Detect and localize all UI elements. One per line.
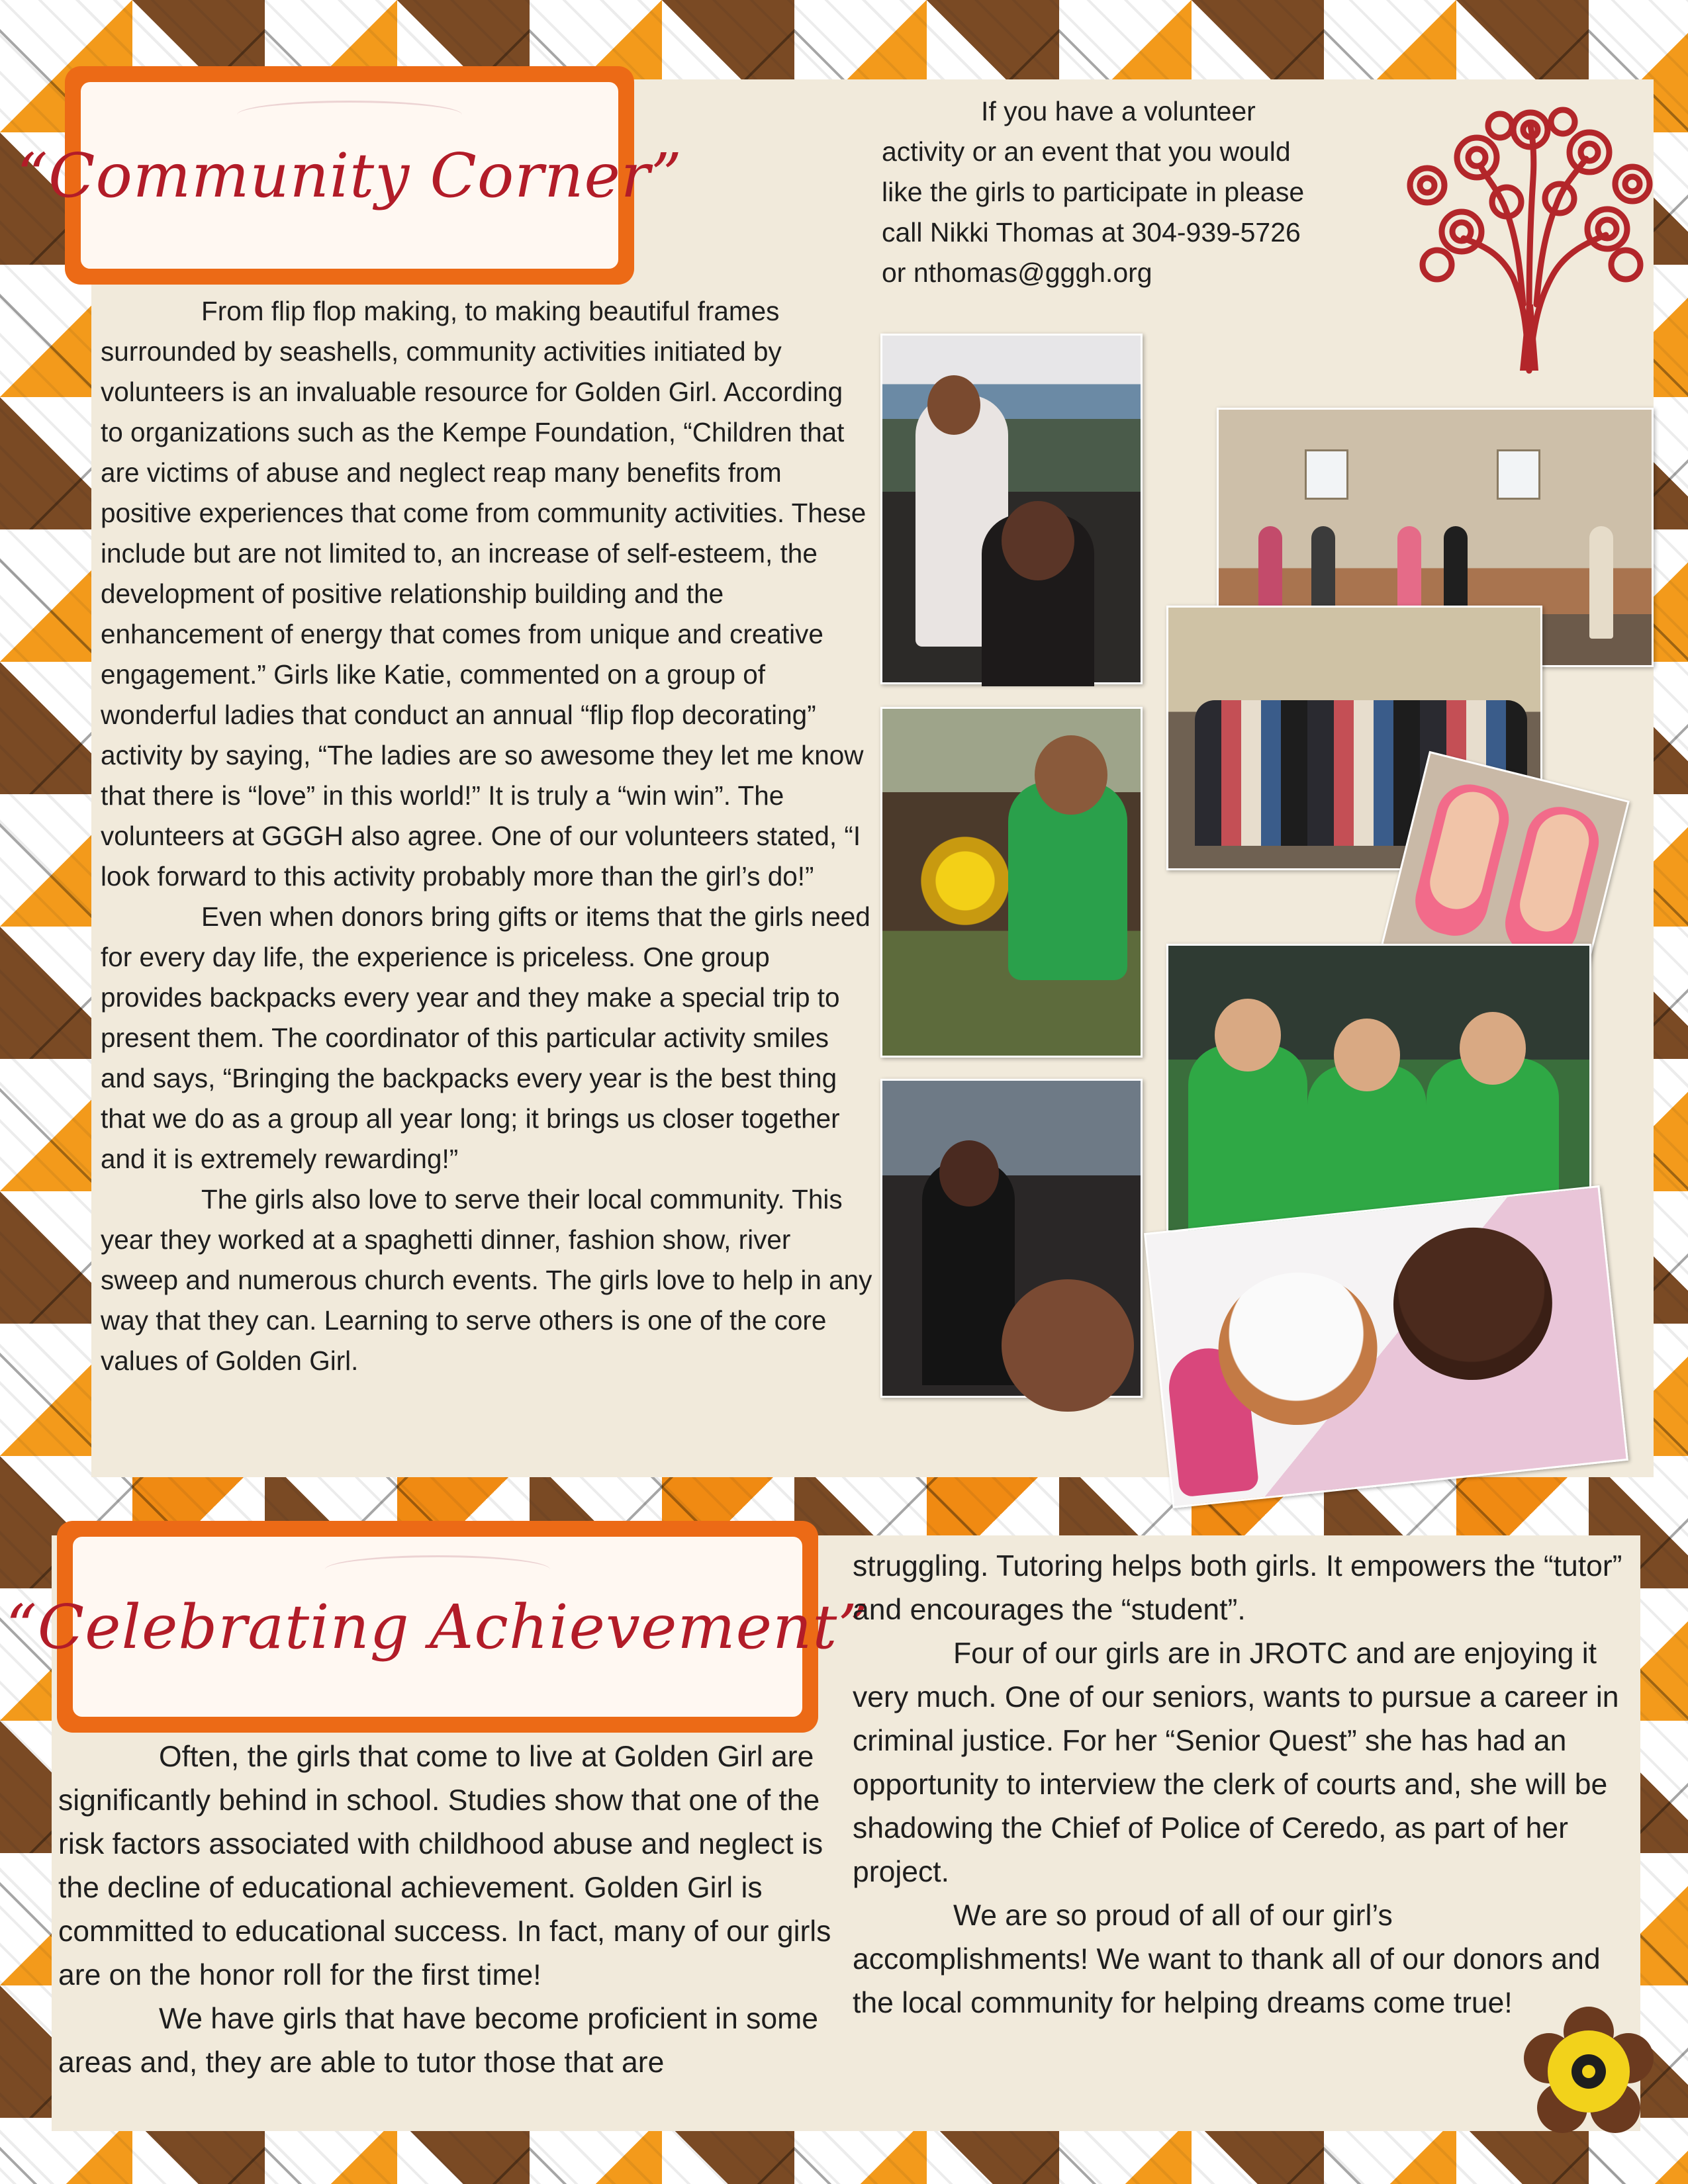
flower-icon xyxy=(1523,2005,1655,2138)
achievement-paragraph: We have girls that have become proficient in some areas and, they are able to tutor those that are xyxy=(58,2003,818,2079)
community-paragraph: From flip flop making, to making beautiful frames surrounded by seashells, community activities initiated by volunteers is an invaluable resource for Golden Girl. According to organizations such as the Kempe Foundation, “Children that are victims of abuse and neglect reap many benefits from positive experiences that come from community activities. These include but are not limited to, an increase of self-esteem, the development of positive relationship building and the enhancement of energy that comes from unique and creative engagement.” Girls like Katie, commented on a group of wonderful ladies that conduct an annual “flip flop decorating” activity by saying, “The ladies are so awesome they let me know that there is “love” in this world!” It is truly a “win win”. The volunteers at GGGH also agree. One of our volunteers stated, “I look forward to this activity probably more than the girl’s do!” xyxy=(101,296,867,891)
flourish-decoration xyxy=(237,101,462,129)
achievement-banner-inner xyxy=(5,1534,870,1719)
achievement-banner xyxy=(5,1521,870,1733)
community-paragraph: The girls also love to serve their local community. This year they worked at a spaghetti dinner, fashion show, river sweep and numerous church events. The girls love to help in any way that they can. Learning to serve others is one of the core values of Golden Girl. xyxy=(101,1184,872,1376)
photo-green-shirts xyxy=(1166,944,1591,1232)
community-paragraph: Even when donors bring gifts or items that the girls need for every day life, the experience is priceless. One group provides backpacks every year and they make a special trip to present them. The coordinator of this particular activity smiles and says, “Bringing the backpacks every year is the best thing that we do as a group all year long; it brings us closer together and it is extremely rewarding!” xyxy=(101,901,870,1174)
photo-hair-styling xyxy=(880,334,1143,684)
community-body xyxy=(101,291,872,1381)
community-banner xyxy=(17,66,682,285)
swirl-tree-icon xyxy=(1401,106,1658,377)
photo-cupcakes xyxy=(1144,1185,1628,1508)
achievement-body-right xyxy=(853,1545,1627,2025)
community-title: “Community Corner” xyxy=(17,140,682,211)
volunteer-contact xyxy=(882,91,1358,293)
photo-salon xyxy=(880,1079,1143,1398)
contact-line: like the girls to participate in please xyxy=(882,177,1305,207)
achievement-paragraph: We are so proud of all of our girl’s accomplishments! We want to thank all of our donors and the local community for helping dreams come true! xyxy=(853,1899,1601,2019)
community-banner-inner xyxy=(17,79,682,271)
contact-line: If you have a volunteer xyxy=(981,96,1256,126)
contact-line: activity or an event that you would xyxy=(882,136,1291,167)
photo-gardening xyxy=(880,707,1143,1058)
achievement-paragraph: Four of our girls are in JROTC and are enjoying it very much. One of our seniors, wants to pursue a career in criminal justice. For her “Senior Quest” she has had an opportunity to interview the clerk of courts and, she will be shadowing the Chief of Police of Ceredo, as part of her project. xyxy=(853,1637,1619,1888)
contact-line: call Nikki Thomas at 304-939-5726 xyxy=(882,217,1301,248)
achievement-body-left xyxy=(58,1735,837,2085)
achievement-paragraph: Often, the girls that come to live at Golden Girl are significantly behind in school. Studies show that one of the risk factors associated with childhood abuse and neglect is the decline of educational achievement. Golden Girl is committed to educational success. In fact, many of our girls are on the honor roll for the first time! xyxy=(58,1741,831,1991)
contact-line: or nthomas@gggh.org xyxy=(882,257,1152,288)
achievement-title: “Celebrating Achievement” xyxy=(5,1591,870,1662)
flourish-decoration xyxy=(325,1555,550,1584)
achievement-paragraph: struggling. Tutoring helps both girls. It empowers the “tutor” and encourages the “student”. xyxy=(853,1550,1622,1626)
